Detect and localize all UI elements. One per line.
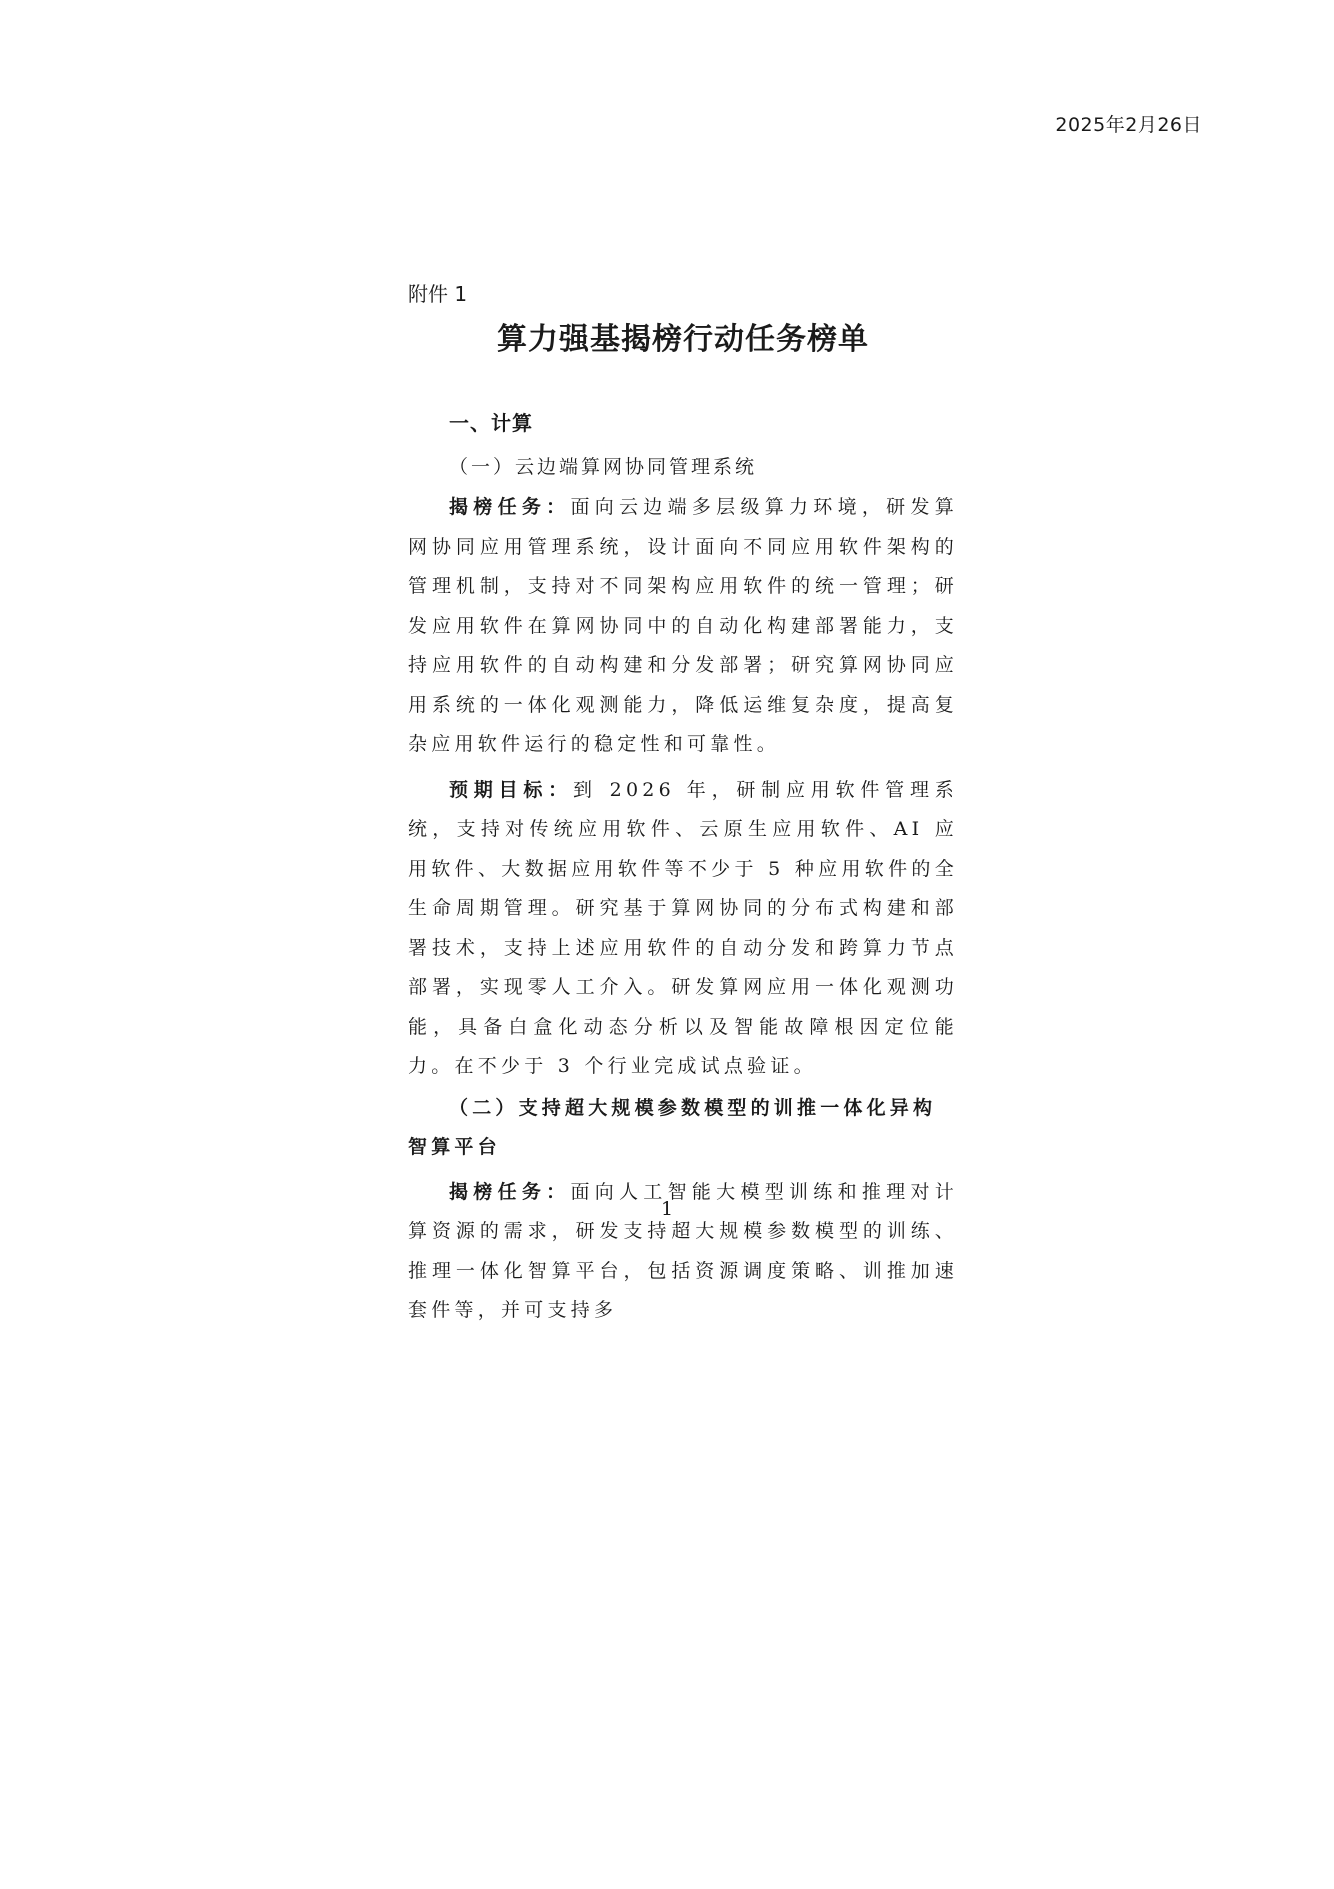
document-body — [408, 282, 958, 1331]
document-date: 2025年2月26日 — [1055, 114, 1202, 136]
task-label: 揭榜任务： — [449, 496, 571, 518]
goal-text: 到 2026 年，研制应用软件管理系统，支持对传统应用软件、云原生应用软件、AI 应用软件、大数据应用软件等不少于 5 种应用软件的全生命周期管理。研究基于算网协同的分布式构建和部署技术，支持上述应用软件的自动分发和跨算力节点部署，实现零人工介入。研发算网应用一体化观测功能，具备白盒化动态分析以及智能故障根因定位能力。在不少于 3 个行业完成试点验证。 — [408, 778, 958, 1077]
document-title: 算力强基揭榜行动任务榜单 — [497, 322, 869, 357]
section-heading-computing: 一、计算 — [449, 411, 533, 435]
page-number: 1 — [660, 1198, 674, 1220]
subheading-cloud-edge-system: （一）云边端算网协同管理系统 — [449, 456, 758, 478]
task-text: 面向云边端多层级算力环境，研发算网协同应用管理系统，设计面向不同应用软件架构的管理机制，支持对不同架构应用软件的统一管理；研发应用软件在算网协同中的自动化构建部署能力，支持应用软件的自动构建和分发部署；研究算网协同应用系统的一体化观测能力，降低运维复杂度，提高复杂应用软件运行的稳定性和可靠性。 — [408, 496, 958, 755]
task-label: 揭榜任务： — [449, 1180, 571, 1203]
paragraph-goal-1 — [408, 771, 958, 1087]
paragraph-task-1 — [408, 488, 958, 765]
goal-label: 预期目标： — [449, 778, 573, 801]
subheading-training-inference-platform: （二）支持超大规模参数模型的训推一体化异构智算平台 — [408, 1096, 937, 1158]
paragraph-task-2 — [408, 1173, 958, 1331]
attachment-label: 附件 1 — [408, 282, 468, 306]
task-text: 面向人工智能大模型训练和推理对计算资源的需求，研发支持超大规模参数模型的训练、推理一体化智算平台，包括资源调度策略、训推加速套件等，并可支持多 — [408, 1180, 958, 1321]
